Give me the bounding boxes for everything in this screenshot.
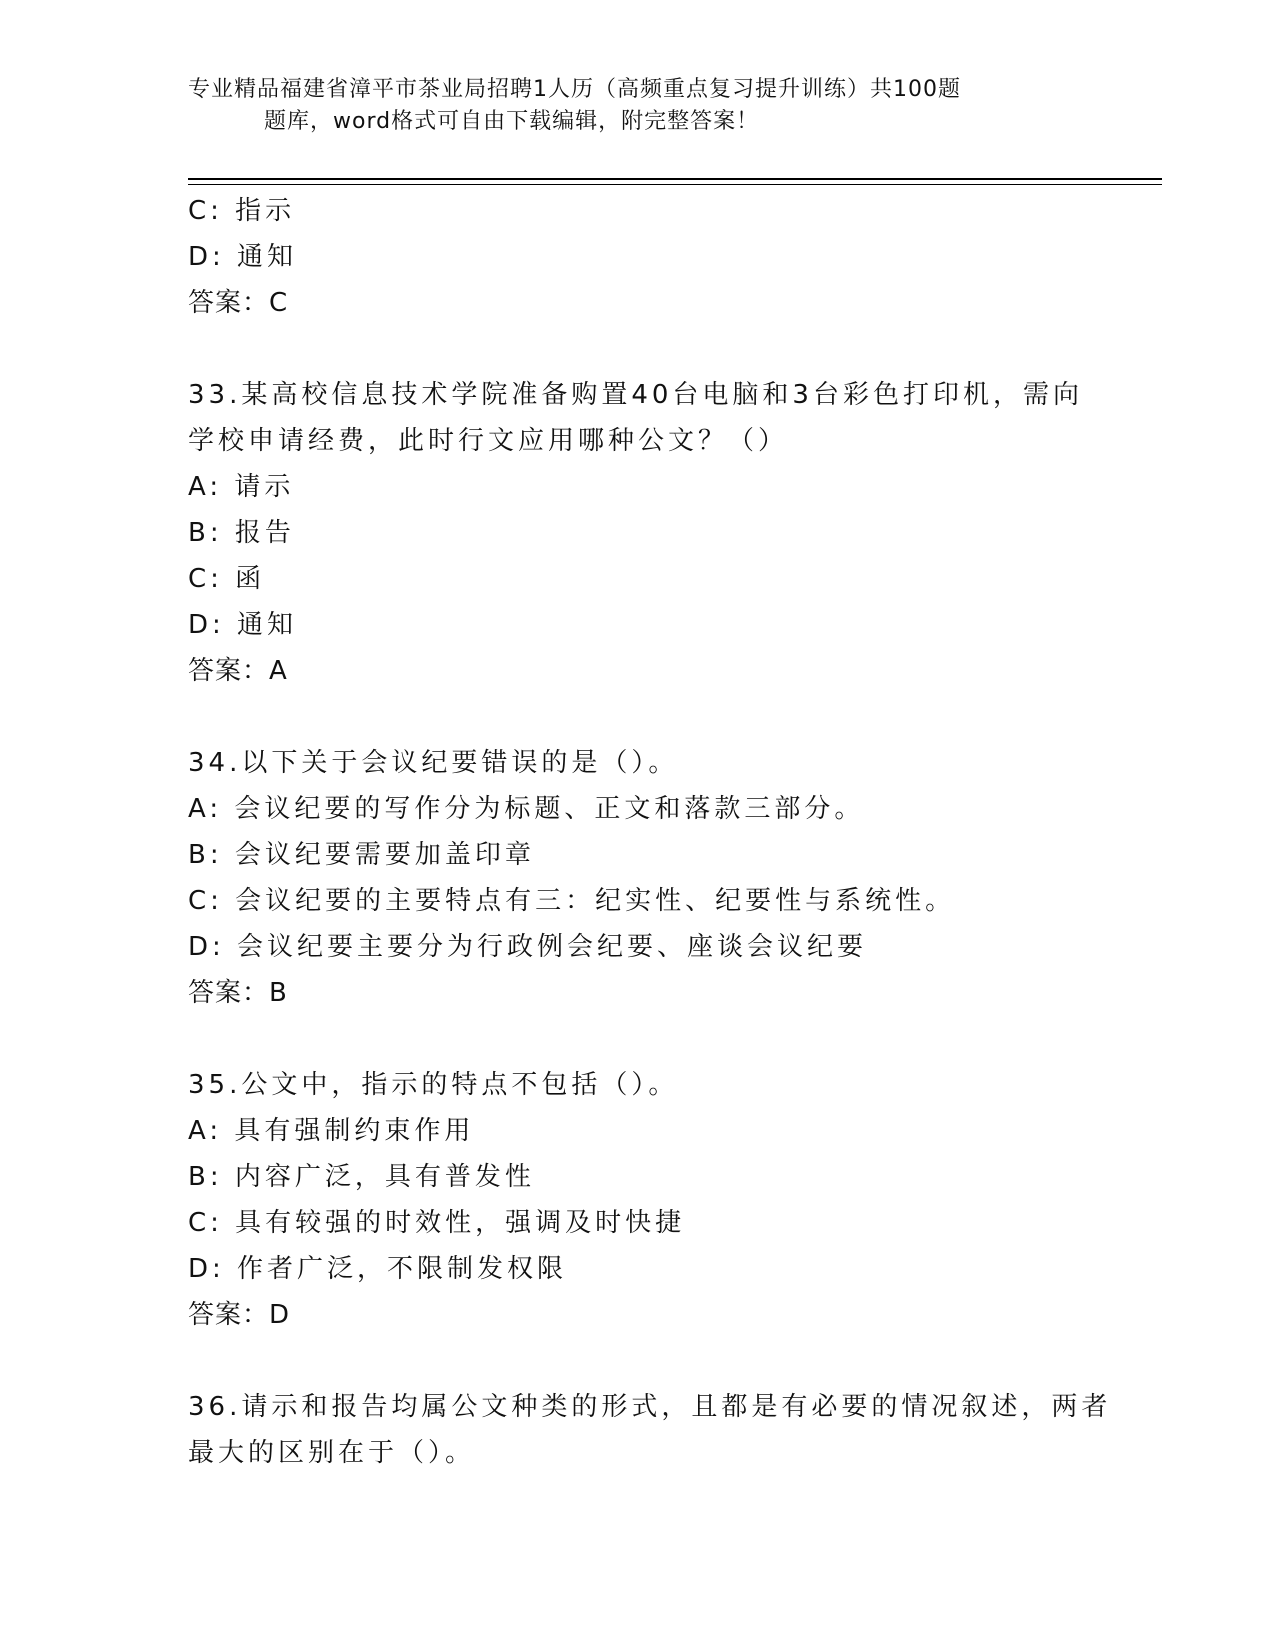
answer-line: 答案：D (188, 1300, 291, 1330)
header-title-line2: 题库，word格式可自由下载编辑，附完整答案！ (264, 109, 760, 134)
question-stem: 35.公文中，指示的特点不包括（）。 (188, 1070, 679, 1100)
question-stem: 34.以下关于会议纪要错误的是（）。 (188, 748, 679, 778)
option-a: A: 具有强制约束作用 (188, 1116, 475, 1146)
spacer (188, 1338, 1088, 1384)
question-content (188, 188, 1112, 1476)
header-divider-thin (188, 184, 1162, 185)
answer-line: 答案：B (188, 978, 288, 1008)
option-c: C: 具有较强的时效性，强调及时快捷 (188, 1208, 686, 1238)
question-36 (188, 1384, 1112, 1476)
option-a: A: 会议纪要的写作分为标题、正文和落款三部分。 (188, 794, 865, 824)
option-d: D: 通知 (188, 610, 298, 640)
header-divider-thick (188, 178, 1162, 180)
option-c: C: 指示 (188, 196, 296, 226)
option-b: B: 报告 (188, 518, 295, 548)
question-35 (188, 1062, 1088, 1338)
spacer (188, 1016, 1088, 1062)
option-c: C: 函 (188, 564, 266, 594)
question-stem-continued: 学校申请经费，此时行文应用哪种公文？（） (188, 426, 789, 456)
question-32-tail (188, 188, 1088, 326)
document-header (188, 74, 1088, 138)
option-d: D: 作者广泛，不限制发权限 (188, 1254, 568, 1284)
option-b: B: 会议纪要需要加盖印章 (188, 840, 535, 870)
answer-line: 答案：C (188, 288, 289, 318)
spacer (188, 694, 1088, 740)
question-stem: 36.请示和报告均属公文种类的形式，且都是有必要的情况叙述，两者 (188, 1392, 1112, 1422)
answer-line: 答案：A (188, 656, 288, 686)
spacer (188, 326, 1088, 372)
option-c: C: 会议纪要的主要特点有三：纪实性、纪要性与系统性。 (188, 886, 956, 916)
option-a: A: 请示 (188, 472, 295, 502)
question-33 (188, 372, 1088, 694)
header-title-line1: 专业精品福建省漳平市茶业局招聘1人历（高频重点复习提升训练）共100题 (188, 77, 961, 102)
question-stem: 33.某高校信息技术学院准备购置40台电脑和3台彩色打印机，需向 (188, 380, 1083, 410)
option-b: B: 内容广泛，具有普发性 (188, 1162, 535, 1192)
option-d: D: 通知 (188, 242, 298, 272)
question-stem-continued: 最大的区别在于（）。 (188, 1438, 476, 1468)
question-34 (188, 740, 1088, 1016)
option-d: D: 会议纪要主要分为行政例会纪要、座谈会议纪要 (188, 932, 868, 962)
